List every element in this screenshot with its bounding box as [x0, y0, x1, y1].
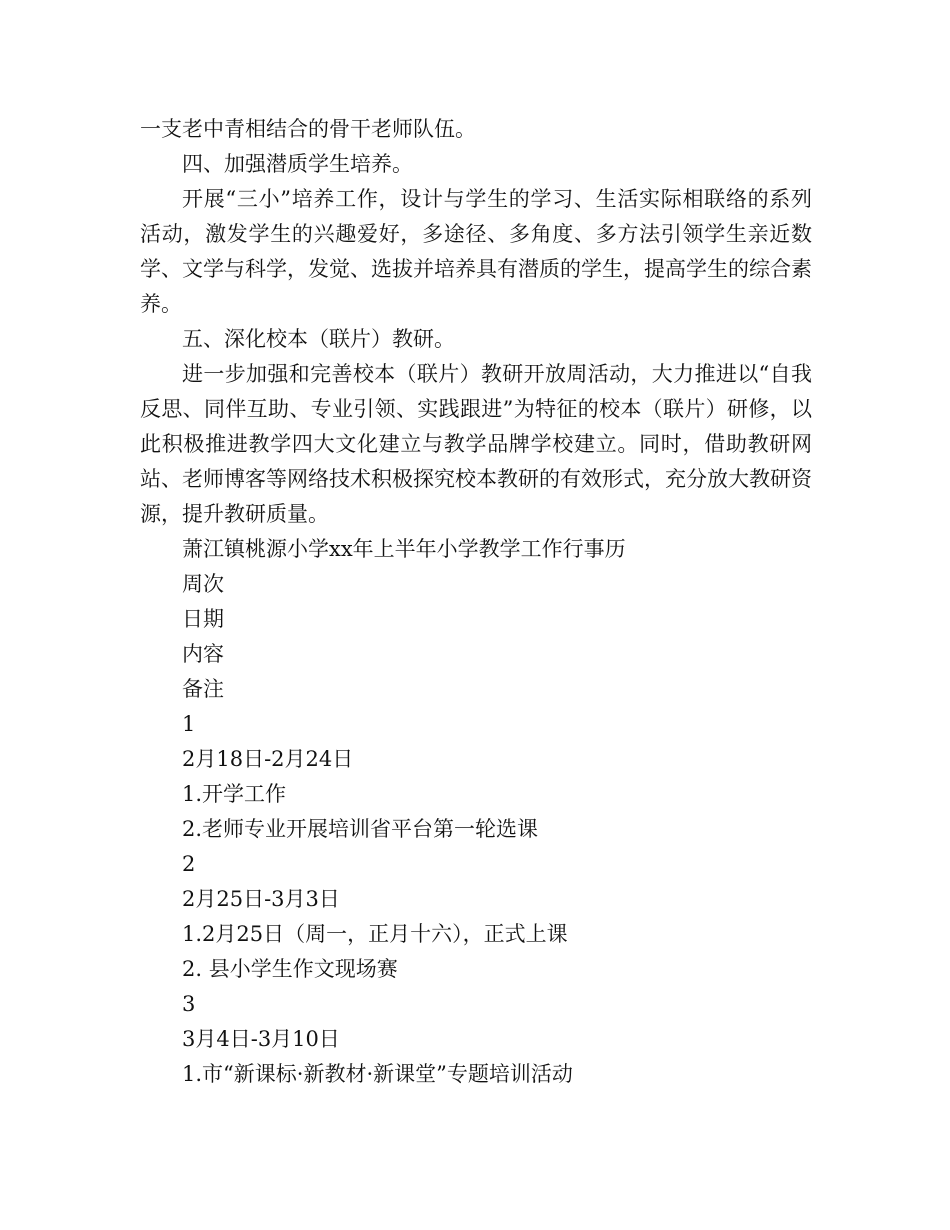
- schedule-content-item: 1.2月25日（周一，正月十六），正式上课: [182, 922, 568, 946]
- schedule-header-week: 周次: [182, 572, 224, 596]
- schedule-week-dates: 2月25日-3月3日: [182, 887, 340, 911]
- schedule-week-number: 2: [182, 852, 196, 876]
- document-page: [140, 112, 812, 1092]
- schedule-content-item: 2.老师专业开展培训省平台第一轮选课: [182, 817, 539, 841]
- schedule-title: 萧江镇桃源小学xx年上半年小学教学工作行事历: [182, 537, 626, 561]
- schedule-content-item: 1.市“新课标·新教材·新课堂”专题培训活动: [182, 1062, 573, 1086]
- schedule-list: [140, 567, 812, 1092]
- schedule-week-dates: 2月18日-2月24日: [182, 747, 354, 771]
- paragraph-talent-training: 开展“三小”培养工作，设计与学生的学习、生活实际相联络的系列活动，激发学生的兴趣爱好，多途径、多角度、多方法引领学生亲近数学、文学与科学，发觉、选拔并培养具有潜质的学生，提高学生的综合素养。: [140, 187, 812, 316]
- section-heading-four: 四、加强潜质学生培养。: [182, 152, 413, 176]
- schedule-content-item: 2. 县小学生作文现场赛: [182, 957, 398, 981]
- paragraph-school-research: 进一步加强和完善校本（联片）教研开放周活动，大力推进以“自我反思、同伴互助、专业引领、实践跟进”为特征的校本（联片）研修，以此积极推进教学四大文化建立与教学品牌学校建立。同时，借助教研网站、老师博客等网络技术积极探究校本教研的有效形式，充分放大教研资源，提升教研质量。: [140, 362, 812, 526]
- schedule-header-date: 日期: [182, 607, 224, 631]
- schedule-header-notes: 备注: [182, 677, 224, 701]
- section-heading-five: 五、深化校本（联片）教研。: [182, 327, 455, 351]
- schedule-week-number: 3: [182, 992, 196, 1016]
- schedule-week-dates: 3月4日-3月10日: [182, 1027, 340, 1051]
- paragraph-continuation: 一支老中青相结合的骨干老师队伍。: [140, 117, 476, 141]
- schedule-header-content: 内容: [182, 642, 224, 666]
- schedule-week-number: 1: [182, 712, 196, 736]
- schedule-content-item: 1.开学工作: [182, 782, 287, 806]
